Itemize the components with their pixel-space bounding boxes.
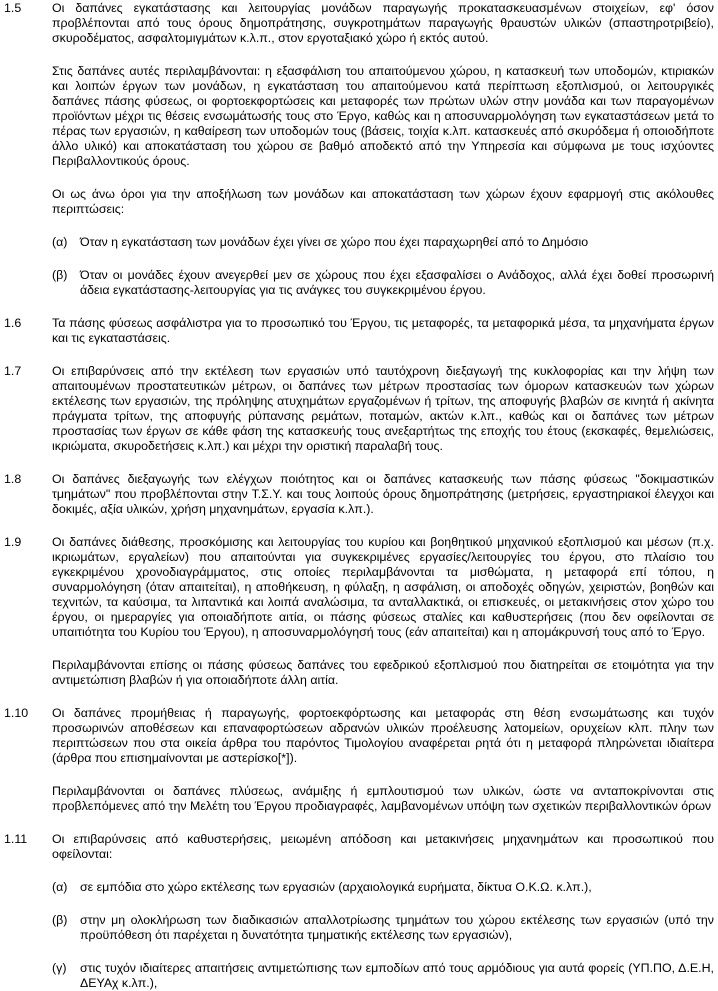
clause-1-9	[4, 535, 714, 688]
subitem-label: (α)	[52, 235, 68, 249]
clause-number: 1.5	[4, 1, 22, 15]
clause-paragraph: Τα πάσης φύσεως ασφάλιστρα για το προσωπικό του Έργου, τις μεταφορές, τα μεταφορικά μέσα, τα μηχανήματα έργων και τις εγκαταστάσεις.	[52, 316, 714, 345]
clause-paragraph: Στις δαπάνες αυτές περιλαμβάνονται: η εξασφάλιση του απαιτούμενου χώρου, η κατασκευή των υποδομών, κτιριακών και λοιπών έργων των μονάδων, η εγκατάσταση του απαιτούμενου κατά περίπτωση εξοπλισμού, οι λειτουργικές δαπάνες πάσης φύσεως, οι φορτοεκφορτώσεις και μεταφορές των πρώτων υλών στην μονάδα και των παραγομένων προϊόντων μέχρι τις θέσεις ενσωμάτωσής τους στο Έργο, καθώς και η αποσυναρμολόγηση των εγκαταστάσεων μετά το πέρας των εργασιών, η καθαίρεση των υποδομών τους (βάσεις, τοιχία κ.λπ. κατασκευές από σκυρόδεμα ή οποιοδήποτε άλλο υλικό) και αποκατάσταση του χώρου σε βαθμό αποδεκτό από την Υπηρεσία και σύμφωνα με τους ισχύοντες Περιβαλλοντικούς όρους.	[52, 64, 714, 168]
subitem	[52, 961, 714, 991]
clause-number: 1.6	[4, 316, 22, 330]
clause-paragraph: Οι επιβαρύνσεις από την εκτέλεση των εργασιών υπό ταυτόχρονη διεξαγωγή της κυκλοφορίας και την λήψη των απαιτουμένων προστατευτικών μέτρων, οι δαπάνες των μέτρων προστασίας των όμορων κατασκευών των χώρων εκτέλεσης των εργασιών, της πρόληψης ατυχημάτων εργαζομένων ή τρίτων, της αποφυγής βλαβών σε κινητά ή ακίνητα πράγματα τρίτων, της αποφυγής ρύπανσης ρεμάτων, ποταμών, ακτών κ.λπ., καθώς και οι δαπάνες των μέτρων προστασίας των έργων σε κάθε φάση της κατασκευής τους ανεξαρτήτως της εποχής του έτους (εκσκαφές, θεμελιώσεις, ικριώματα, σκυροδετήσεις κ.λπ.) και μέχρι την οριστική παραλαβή τους.	[52, 364, 714, 453]
clause-1-8	[4, 472, 714, 517]
clause-paragraph: Οι ως άνω όροι για την αποξήλωση των μονάδων και αποκατάσταση των χώρων έχουν εφαρμογή στις ακόλουθες περιπτώσεις:	[52, 187, 714, 216]
clause-body	[52, 706, 714, 814]
clause-body	[52, 472, 714, 517]
clause-paragraph: Περιλαμβάνονται επίσης οι πάσης φύσεως δαπάνες του εφεδρικού εξοπλισμού που διατηρείται σε ετοιμότητα για την αντιμετώπιση βλαβών ή για οποιαδήποτε άλλη αιτία.	[52, 658, 714, 687]
clause-paragraph: Οι δαπάνες διεξαγωγής των ελέγχων ποιότητος και οι δαπάνες κατασκευής των πάσης φύσεως "δοκιμαστικών τμημάτων" που προβλέπονται στην Τ.Σ.Υ. και τους λοιπούς όρους δημοπράτησης (μετρήσεις, εργαστηριακοί έλεγχοι και δοκιμές, αξία υλικών, χρήση μηχανημάτων, εργασία κ.λπ.).	[52, 472, 714, 516]
subitem	[52, 913, 714, 943]
clause-body	[52, 535, 714, 688]
subitem	[52, 268, 714, 298]
subitem-text: στις τυχόν ιδιαίτερες απαιτήσεις αντιμετώπισης των εμποδίων από τους αρμόδιους για αυτά φορείς (ΥΠ.ΠΟ, Δ.Ε.Η, ΔΕΥΑχ κ.λπ.),	[80, 961, 714, 990]
clause-number: 1.11	[4, 832, 28, 846]
subitem-text: Όταν οι μονάδες έχουν ανεγερθεί μεν σε χώρους που έχει εξασφαλίσει ο Ανάδοχος, αλλά έχει δοθεί προσωρινή άδεια εγκατάστασης-λειτουργίας για τις ανάγκες του συγκεκριμένου έργου.	[80, 268, 714, 297]
clause-1-11	[4, 832, 714, 991]
clause-paragraph: Οι επιβαρύνσεις από καθυστερήσεις, μειωμένη απόδοση και μετακινήσεις μηχανημάτων και προσωπικού που οφείλονται:	[52, 832, 714, 861]
subitem	[52, 880, 714, 895]
clause-paragraph: Οι δαπάνες προμήθειας ή παραγωγής, φορτοεκφόρτωσης και μεταφοράς στη θέση ενσωμάτωσης και τυχόν προσωρινών αποθέσεων και επαναφορτώσεων αδρανών υλικών προέλευσης λατομείων, ορυχείων κλπ. πλην των περιπτώσεων που στα οικεία άρθρα του παρόντος Τιμολογίου αναφέρεται ρητά ότι η μεταφορά πληρώνεται ιδιαίτερα (άρθρα που επισημαίνονται με αστερίσκο[*]).	[52, 706, 714, 765]
clause-1-5	[4, 1, 714, 298]
clause-body	[52, 364, 714, 454]
subitem-label: (γ)	[52, 961, 67, 975]
clause-1-10	[4, 706, 714, 814]
subitem-text: σε εμπόδια στο χώρο εκτέλεσης των εργασιών (αρχαιολογικά ευρήματα, δίκτυα Ο.Κ.Ω. κ.λπ.),	[80, 880, 592, 894]
subitem-text: Όταν η εγκατάσταση των μονάδων έχει γίνει σε χώρο που έχει παραχωρηθεί από το Δημόσιο	[80, 235, 589, 249]
clause-body	[52, 1, 714, 298]
clause-1-6	[4, 316, 714, 346]
clause-1-7	[4, 364, 714, 454]
subitem-label: (α)	[52, 880, 68, 894]
clause-number: 1.10	[4, 706, 29, 720]
subitem	[52, 235, 714, 250]
clause-number: 1.7	[4, 364, 22, 378]
clause-paragraph: Οι δαπάνες εγκατάστασης και λειτουργίας μονάδων παραγωγής προκατασκευασμένων στοιχείων, εφ' όσον προβλέπονται από τους όρους δημοπράτησης, συγκροτημάτων παραγωγής θραυστών υλικών (σπαστηροτριβείο), σκυροδέματος, ασφαλτομιγμάτων κ.λ.π., στον εργοταξιακό χώρο ή εκτός αυτού.	[52, 1, 714, 45]
subitem-label: (β)	[52, 913, 68, 927]
subitem-label: (β)	[52, 268, 68, 282]
clause-paragraph: Οι δαπάνες διάθεσης, προσκόμισης και λειτουργίας του κυρίου και βοηθητικού μηχανικού εξοπλισμού και μέσων (π.χ. ικριωμάτων, εργαλείων) που απαιτούνται για συγκεκριμένες εργασίες/λειτουργίες του έργου, στο πλαίσιο του εγκεκριμένου χρονοδιαγράμματος, στις οποίες περιλαμβάνονται τα μισθώματα, η μεταφορά επί τόπου, η συναρμολόγηση (όταν απαιτείται), η αποθήκευση, η φύλαξη, η ασφάλιση, οι αποδοχές οδηγών, χειριστών, βοηθών και τεχνιτών, τα καύσιμα, τα λιπαντικά και λοιπά αναλώσιμα, τα ανταλλακτικά, οι επισκευές, οι μετακινήσεις στον χώρο του έργου, οι ημεραργίες για οποιαδήποτε αιτία, οι πάσης φύσεως σταλίες και καθυστερήσεις (που δεν οφείλονται σε υπαιτιότητα του Κυρίου του Έργου), η αποσυναρμολόγησή τους (εάν απαιτείται) και η απομάκρυνσή τους από το Έργο.	[52, 535, 714, 639]
clause-number: 1.8	[4, 472, 22, 486]
clause-body	[52, 832, 714, 991]
clause-body	[52, 316, 714, 346]
clause-paragraph: Περιλαμβάνονται οι δαπάνες πλύσεως, ανάμιξης ή εμπλουτισμού των υλικών, ώστε να ανταποκρίνονται στις προβλεπόμενες από την Μελέτη του Έργου προδιαγραφές, λαμβανομένων υπόψη των σχετικών περιβαλλοντικών όρων	[52, 784, 714, 813]
clause-number: 1.9	[4, 535, 22, 549]
subitem-text: στην μη ολοκλήρωση των διαδικασιών απαλλοτρίωσης τμημάτων του χώρου εκτέλεσης των εργασιών (υπό την προϋπόθεση ότι παρέχεται η δυνατότητα τμηματικής εκτέλεσης των εργασιών),	[80, 913, 714, 942]
